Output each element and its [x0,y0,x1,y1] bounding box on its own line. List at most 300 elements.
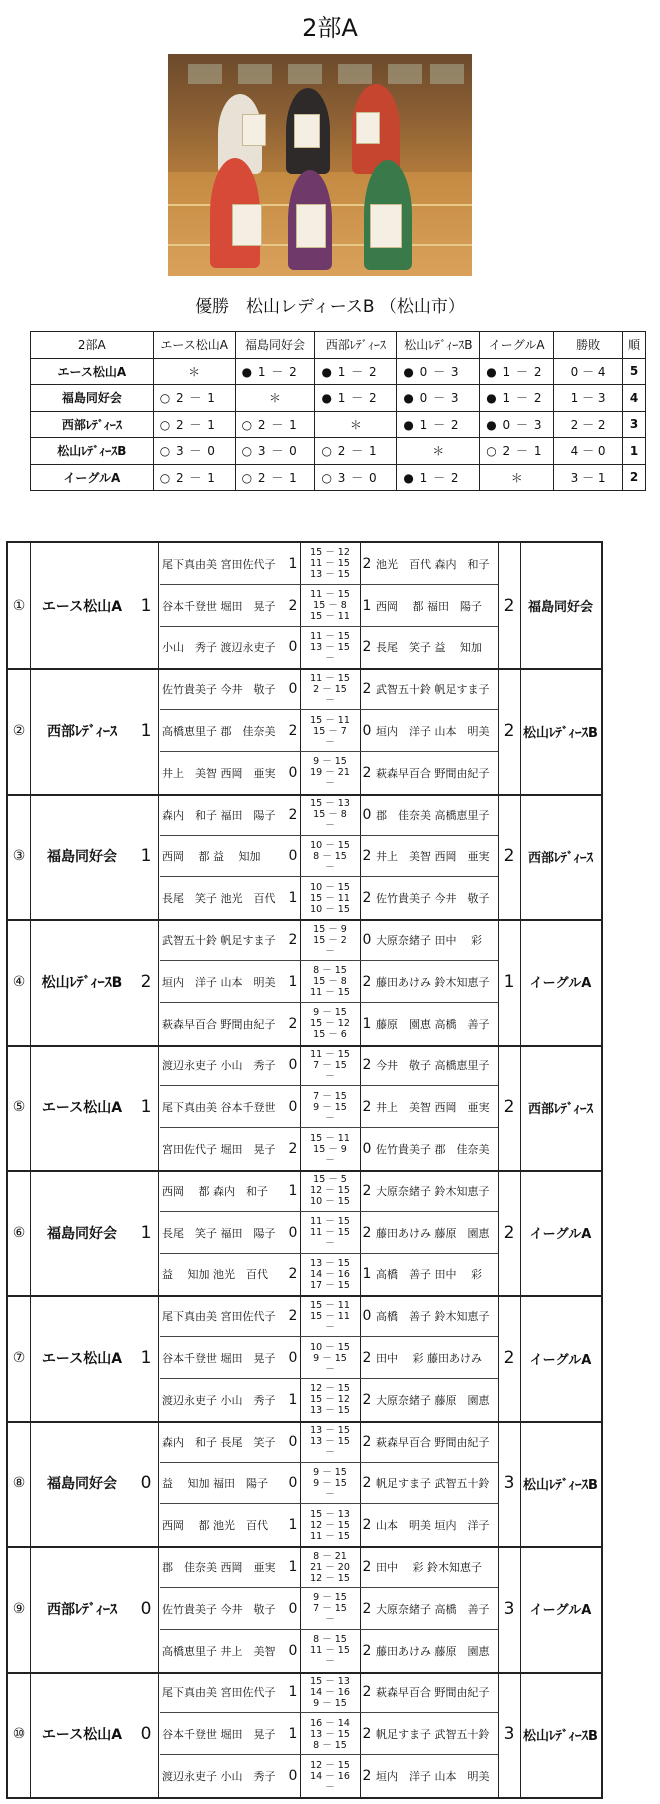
set-score: 9 － 15 [313,1477,347,1489]
left-game-score: 1 [288,1684,298,1701]
left-game-score: 2 [288,1141,298,1158]
left-game-score: 0 [288,1768,298,1785]
right-team-score: 2 [503,846,515,867]
match-block [8,1170,601,1297]
header-cell: エース松山A [153,332,235,359]
game-row [160,668,498,710]
left-game-score: 2 [288,723,298,740]
right-team-name: 松山ﾚﾃﾞｨｰｽB [523,725,598,741]
win-loss: 1 － 3 [554,385,623,412]
set-score: 15 － 11 [310,611,350,623]
result-cell: ○ 2 － 1 [153,411,235,438]
game-row [160,752,498,794]
left-game-score: 1 [288,1182,298,1199]
right-pair: 井上 美智 西岡 亜実 [376,1101,490,1115]
right-team-score: 3 [503,1473,515,1494]
header-cell: 勝敗 [554,332,623,359]
right-team-name: イーグルA [529,1603,592,1619]
set-scores [302,1630,358,1672]
right-game-score: 2 [362,1684,372,1701]
set-score: 15 － 9 [313,923,347,935]
team-name: イーグルA [31,464,154,491]
set-score: 11 － 15 [310,1216,350,1228]
set-score: － [325,1238,335,1250]
set-score: 15 － 11 [310,714,350,726]
set-score: 15 － 13 [310,1508,350,1520]
set-scores [302,1295,358,1337]
team-photo [168,54,472,276]
right-team-name: 西部ﾚﾃﾞｨｰｽ [527,850,593,866]
set-score: 9 － 15 [313,1697,347,1709]
header-cell: 順 [622,332,645,359]
set-score: 9 － 15 [313,1101,347,1113]
win-loss: 2 － 2 [554,411,623,438]
set-scores [302,1672,358,1714]
game-row [160,877,498,919]
set-scores [302,1588,358,1630]
match-number: ⑤ [12,1099,26,1116]
set-score: 9 － 15 [313,1466,347,1478]
right-team-score: 2 [503,595,515,616]
set-score: 21 － 20 [310,1561,350,1573]
result-cell: ● 1 － 2 [235,358,315,385]
set-score: 15 － 13 [310,1675,350,1687]
set-score: 8 － 21 [313,1550,347,1562]
set-score: － [325,861,335,873]
result-cell: ○ 2 － 1 [235,464,315,491]
left-pair: 谷本千登世 堀田 晃子 [162,1352,276,1366]
game-row [160,1170,498,1212]
set-score: 13 － 15 [310,641,350,653]
result-cell: ● 0 － 3 [397,358,480,385]
right-game-score: 2 [362,1182,372,1199]
game-row [160,1546,498,1588]
right-game-score: 2 [362,1224,372,1241]
set-score: － [325,1614,335,1626]
left-game-score: 2 [288,597,298,614]
set-score: 9 － 15 [313,1007,347,1019]
set-score: － [325,945,335,957]
match-number: ⑥ [12,1224,26,1241]
set-score: 15 － 2 [313,934,347,946]
left-pair: 西岡 都 池光 百代 [162,1519,268,1533]
result-cell: ＊ [153,358,235,385]
game-row [160,1463,498,1505]
set-scores [302,1337,358,1379]
match-block [8,1546,601,1673]
set-score: 12 － 15 [310,1185,350,1197]
set-score: － [325,1321,335,1333]
left-game-score: 0 [288,1642,298,1659]
left-team-name: 福島同好会 [47,1225,117,1242]
game-row [160,710,498,752]
right-team-score: 3 [503,1724,515,1745]
set-scores [302,1755,358,1797]
right-pair: 田中 彩 藤田あけみ [376,1352,482,1366]
right-team-name: イーグルA [529,976,592,992]
left-team-score: 0 [140,1598,152,1619]
left-pair: 尾下真由美 宮田佐代子 [162,1310,276,1324]
left-game-score: 1 [288,973,298,990]
left-pair: 萩森早百合 野間由紀子 [162,1017,276,1031]
game-row [160,1713,498,1755]
left-game-score: 0 [288,848,298,865]
right-pair: 武智五十鈴 帆足すま子 [376,683,490,697]
left-team-score: 1 [140,1222,152,1243]
set-score: 19 － 21 [310,767,350,779]
left-pair: 宮田佐代子 堀田 晃子 [162,1143,276,1157]
right-game-score: 2 [362,1517,372,1534]
left-pair: 佐竹貴美子 今井 敬子 [162,1602,276,1616]
right-pair: 池光 百代 森内 和子 [376,557,490,571]
set-score: － [325,1656,335,1668]
result-cell: ○ 2 － 1 [315,438,397,465]
right-game-score: 2 [362,1475,372,1492]
left-game-score: 0 [288,764,298,781]
right-game-score: 2 [362,681,372,698]
set-score: 12 － 15 [310,1519,350,1531]
right-pair: 垣内 洋子 山本 明美 [376,725,490,739]
left-game-score: 0 [288,1350,298,1367]
game-row [160,585,498,627]
left-game-score: 2 [288,1015,298,1032]
left-team-name: 福島同好会 [47,849,117,866]
set-score: 15 － 12 [310,547,350,559]
right-pair: 垣内 洋子 山本 明美 [376,1770,490,1784]
set-score: 9 － 15 [313,1352,347,1364]
set-score: － [325,778,335,790]
left-game-score: 2 [288,806,298,823]
left-pair: 佐竹貴美子 今井 敬子 [162,683,276,697]
set-scores [302,1421,358,1463]
game-row [160,1755,498,1797]
game-row [160,1588,498,1630]
header-cell: 松山ﾚﾃﾞｨｰｽB [397,332,480,359]
game-row [160,1128,498,1170]
standings-row [31,358,646,385]
right-game-score: 0 [362,806,372,823]
standings-header-row [31,332,646,359]
left-game-score: 2 [288,1266,298,1283]
left-team-name: エース松山A [41,1727,123,1744]
result-cell: ○ 2 － 1 [235,411,315,438]
set-score: 2 － 15 [313,683,347,695]
set-scores [302,543,358,585]
right-game-score: 0 [362,1308,372,1325]
right-pair: 井上 美智 西岡 亜実 [376,850,490,864]
left-pair: 森内 和子 福田 陽子 [162,808,276,822]
rank: 3 [622,411,645,438]
set-score: 10 － 15 [310,1341,350,1353]
set-score: 10 － 15 [310,839,350,851]
set-score: 15 － 6 [313,1029,347,1041]
game-row [160,919,498,961]
right-game-score: 2 [362,1726,372,1743]
set-score: 14 － 16 [310,1770,350,1782]
set-scores [302,1170,358,1212]
right-game-score: 2 [362,1600,372,1617]
right-game-score: 0 [362,932,372,949]
match-number: ④ [12,973,26,990]
right-game-score: 2 [362,1559,372,1576]
right-pair: 高橋 善子 田中 彩 [376,1268,482,1282]
game-row [160,627,498,669]
right-pair: 郡 佳奈美 高橋恵里子 [376,808,490,822]
left-pair: 谷本千登世 堀田 晃子 [162,1728,276,1742]
set-score: － [325,1363,335,1375]
set-score: 13 － 15 [310,1728,350,1740]
set-score: － [325,1781,335,1793]
team-name: 西部ﾚﾃﾞｨｰｽ [31,411,154,438]
right-game-score: 2 [362,555,372,572]
set-scores [302,585,358,627]
result-cell: ● 1 － 2 [480,358,554,385]
set-score: － [325,1154,335,1166]
match-number: ② [12,723,26,740]
result-cell: ● 1 － 2 [315,385,397,412]
right-game-score: 1 [362,1015,372,1032]
left-team-name: 松山ﾚﾃﾞｨｰｽB [41,974,123,991]
set-score: 11 － 15 [310,558,350,570]
left-game-score: 2 [288,932,298,949]
left-pair: 井上 美智 西岡 亜実 [162,766,276,780]
set-scores [302,710,358,752]
result-cell: ○ 3 － 0 [235,438,315,465]
set-score: － [325,652,335,664]
page-title: 2部A [302,14,358,42]
right-game-score: 0 [362,723,372,740]
game-row [160,1003,498,1045]
left-pair: 谷本千登世 堀田 晃子 [162,599,276,613]
left-pair: 益 知加 福田 陽子 [162,1477,268,1491]
set-score: － [325,1447,335,1459]
right-game-score: 1 [362,1266,372,1283]
right-pair: 大原奈緒子 高橋 善子 [376,1602,490,1616]
left-pair: 郡 佳奈美 西岡 亜実 [162,1561,276,1575]
left-pair: 武智五十鈴 帆足すま子 [162,934,276,948]
right-pair: 田中 彩 鈴木知恵子 [376,1561,482,1575]
standings-row [31,438,646,465]
right-pair: 藤原 園恵 高橋 善子 [376,1017,490,1031]
set-score: 11 － 15 [310,589,350,601]
set-score: － [325,694,335,706]
left-team-name: エース松山A [41,1100,123,1117]
set-scores [302,1086,358,1128]
left-game-score: 0 [288,1600,298,1617]
game-row [160,1421,498,1463]
result-cell: ● 1 － 2 [315,358,397,385]
game-row [160,836,498,878]
set-score: 10 － 15 [310,881,350,893]
set-score: － [325,1488,335,1500]
game-row [160,794,498,836]
set-score: 13 － 15 [310,569,350,581]
right-game-score: 2 [362,1433,372,1450]
right-game-score: 2 [362,1768,372,1785]
result-cell: ＊ [315,411,397,438]
right-game-score: 2 [362,1350,372,1367]
game-row [160,1672,498,1714]
left-game-score: 0 [288,1224,298,1241]
set-score: 15 － 11 [310,892,350,904]
set-score: 15 － 12 [310,1394,350,1406]
left-team-name: 西部ﾚﾃﾞｨｰｽ [47,1601,117,1618]
set-score: 11 － 15 [310,1048,350,1060]
left-pair: 尾下真由美 宮田佐代子 [162,557,276,571]
set-scores [302,961,358,1003]
set-scores [302,627,358,669]
set-scores [302,1254,358,1296]
match-number: ① [12,597,26,614]
right-game-score: 2 [362,1057,372,1074]
match-block [8,1045,601,1172]
result-cell: ● 0 － 3 [480,411,554,438]
left-team-name: 西部ﾚﾃﾞｨｰｽ [47,724,117,741]
result-cell: ○ 3 － 0 [315,464,397,491]
left-game-score: 1 [288,1726,298,1743]
set-score: 13 － 15 [310,1436,350,1448]
left-team-name: エース松山A [41,598,123,615]
set-score: 15 － 9 [313,1143,347,1155]
standings-row [31,464,646,491]
right-game-score: 2 [362,973,372,990]
result-cell: ○ 2 － 1 [480,438,554,465]
game-row [160,1045,498,1087]
set-scores [302,752,358,794]
right-team-name: 福島同好会 [527,600,593,616]
right-team-name: 西部ﾚﾃﾞｨｰｽ [527,1101,593,1117]
rank: 1 [622,438,645,465]
set-score: 11 － 15 [310,1645,350,1657]
right-pair: 今井 敬子 高橋恵里子 [376,1059,490,1073]
left-pair: 渡辺永吏子 小山 秀子 [162,1393,276,1407]
set-score: 11 － 15 [310,630,350,642]
right-game-score: 2 [362,890,372,907]
left-game-score: 0 [288,1057,298,1074]
set-score: 8 － 15 [313,1739,347,1751]
set-scores [302,1546,358,1588]
left-game-score: 0 [288,1433,298,1450]
set-scores [302,1045,358,1087]
match-block [8,794,601,921]
right-pair: 帆足すま子 武智五十鈴 [376,1728,490,1742]
game-row [160,1212,498,1254]
set-scores [302,1128,358,1170]
match-number: ⑩ [12,1726,26,1743]
result-cell: ○ 2 － 1 [153,464,235,491]
match-block [8,668,601,795]
match-results [6,541,603,1799]
set-scores [302,877,358,919]
set-score: 7 － 15 [313,1090,347,1102]
header-cell: 2部A [31,332,154,359]
team-name: エース松山A [31,358,154,385]
game-row [160,543,498,585]
left-team-name: エース松山A [41,1351,123,1368]
set-score: 13 － 15 [310,1425,350,1437]
left-pair: 小山 秀子 渡辺永吏子 [162,641,276,655]
winner-caption: 優勝 松山レディースB （松山市） [195,297,465,317]
game-row [160,1504,498,1546]
right-team-name: イーグルA [529,1227,592,1243]
set-score: 10 － 15 [310,903,350,915]
left-pair: 西岡 都 森内 和子 [162,1184,268,1198]
right-pair: 山本 明美 垣内 洋子 [376,1519,490,1533]
match-block [8,1672,601,1797]
left-pair: 高橋恵里子 郡 佳奈美 [162,725,276,739]
right-team-name: 松山ﾚﾃﾞｨｰｽB [523,1728,598,1744]
game-row [160,1630,498,1672]
game-row [160,1379,498,1421]
standings-row [31,385,646,412]
set-score: 9 － 15 [313,756,347,768]
result-cell: ● 1 － 2 [397,411,480,438]
set-score: 8 － 15 [313,850,347,862]
right-game-score: 2 [362,1642,372,1659]
game-row [160,1254,498,1296]
right-pair: 高橋 善子 鈴木知恵子 [376,1310,490,1324]
set-score: － [325,736,335,748]
game-row [160,1295,498,1337]
set-score: 11 － 15 [310,1227,350,1239]
right-team-name: 松山ﾚﾃﾞｨｰｽB [523,1477,598,1493]
left-pair: 渡辺永吏子 小山 秀子 [162,1059,276,1073]
left-game-score: 0 [288,681,298,698]
left-game-score: 1 [288,1517,298,1534]
set-score: 9 － 15 [313,1592,347,1604]
left-team-score: 1 [140,1348,152,1369]
set-score: 14 － 16 [310,1268,350,1280]
rank: 2 [622,464,645,491]
match-number: ⑦ [12,1350,26,1367]
result-cell: ● 1 － 2 [480,385,554,412]
set-scores [302,1212,358,1254]
left-pair: 長尾 笑子 福田 陽子 [162,1226,276,1240]
set-scores [302,668,358,710]
set-score: 7 － 15 [313,1603,347,1615]
left-game-score: 0 [288,1099,298,1116]
result-cell: ● 0 － 3 [397,385,480,412]
right-game-score: 2 [362,1099,372,1116]
left-pair: 森内 和子 長尾 笑子 [162,1435,276,1449]
result-cell: ＊ [235,385,315,412]
team-name: 福島同好会 [31,385,154,412]
right-pair: 萩森早百合 野間由紀子 [376,1686,490,1700]
set-score: 7 － 15 [313,1059,347,1071]
header-cell: 福島同好会 [235,332,315,359]
right-pair: 藤田あけみ 藤原 園恵 [376,1226,490,1240]
right-team-score: 2 [503,721,515,742]
win-loss: 3 － 1 [554,464,623,491]
left-team-score: 1 [140,721,152,742]
left-team-score: 1 [140,846,152,867]
header-cell: 西部ﾚﾃﾞｨｰｽ [315,332,397,359]
left-game-score: 1 [288,555,298,572]
set-score: 15 － 7 [313,725,347,737]
left-game-score: 0 [288,639,298,656]
set-score: 11 － 15 [310,987,350,999]
match-block [8,919,601,1046]
result-cell: ○ 3 － 0 [153,438,235,465]
set-score: 15 － 11 [310,1299,350,1311]
right-pair: 大原奈緒子 田中 彩 [376,934,482,948]
set-score: － [325,820,335,832]
set-score: 12 － 15 [310,1383,350,1395]
set-score: 15 － 11 [310,1310,350,1322]
set-score: 8 － 15 [313,1634,347,1646]
win-loss: 0 － 4 [554,358,623,385]
match-block [8,543,601,670]
